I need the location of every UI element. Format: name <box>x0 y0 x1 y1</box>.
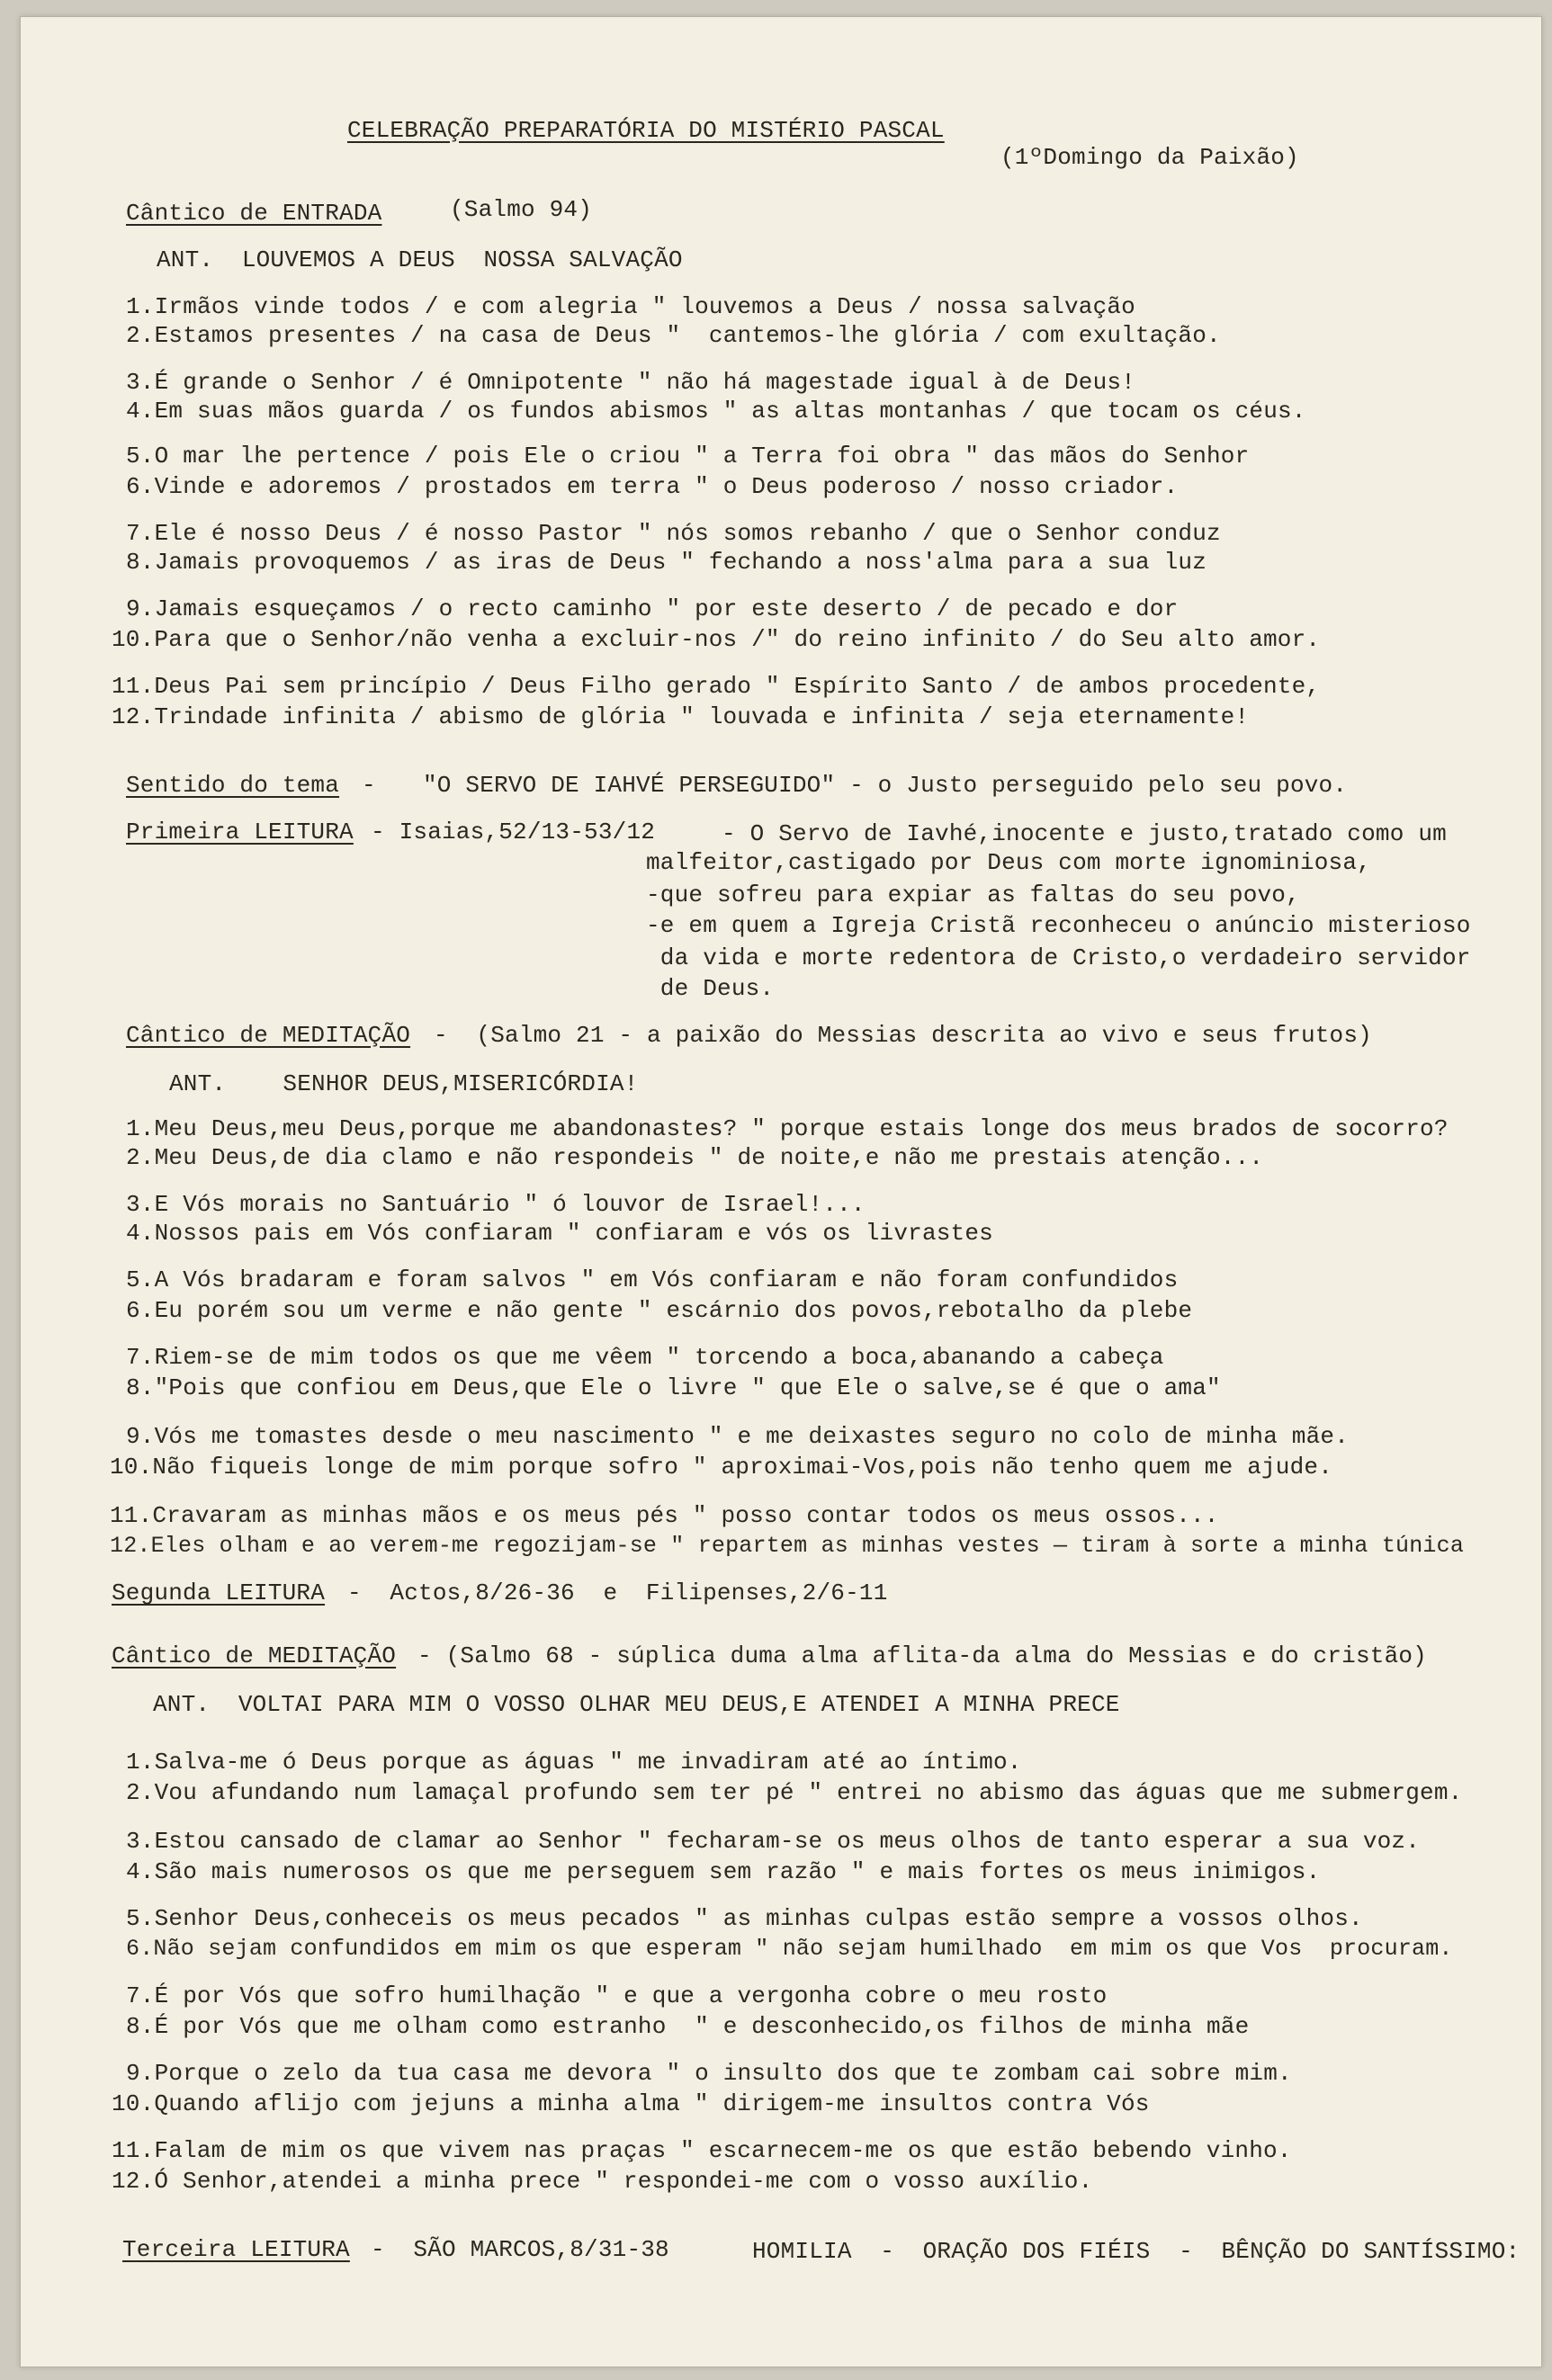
primeira-line: de Deus. <box>646 975 775 1002</box>
meditacao2-heading: Cântico de MEDITAÇÃO <box>112 1642 397 1669</box>
entrada-line: 3.É grande o Senhor / é Omnipotente " não há magestade igual à de Deus! <box>126 369 1135 396</box>
entrada-heading: Cântico de ENTRADA <box>126 200 382 227</box>
entrada-line: 5.O mar lhe pertence / pois Ele o criou " a Terra foi obra " das mãos do Senhor <box>126 443 1250 470</box>
document-subtitle: (1ºDomingo da Paixão) <box>1000 144 1299 171</box>
meditacao1-line: 3.E Vós morais no Santuário " ó louvor de Israel!... <box>126 1191 866 1218</box>
primeira-line: malfeitor,castigado por Deus com morte ignominiosa, <box>646 849 1371 876</box>
meditacao2-line: 9.Porque o zelo da tua casa me devora " o insulto dos que te zombam cai sobre mim. <box>126 2060 1292 2087</box>
entrada-line: 7.Ele é nosso Deus / é nosso Pastor " nós somos rebanho / que o Senhor conduz <box>126 520 1221 547</box>
meditacao1-line: 7.Riem-se de mim todos os que me vêem " torcendo a boca,abanando a cabeça <box>126 1344 1164 1371</box>
meditacao2-desc: - (Salmo 68 - súplica duma alma aflita-da alma do Messias e do cristão) <box>417 1642 1427 1669</box>
meditacao1-line: 5.A Vós bradaram e foram salvos " em Vós confiaram e não foram confundidos <box>126 1266 1179 1293</box>
meditacao2-line: 1.Salva-me ó Deus porque as águas " me invadiram até ao íntimo. <box>126 1749 1022 1776</box>
primeira-line: da vida e morte redentora de Cristo,o verdadeiro servidor <box>646 944 1471 971</box>
meditacao2-line: 4.São mais numerosos os que me perseguem sem razão " e mais fortes os meus inimigos. <box>126 1858 1321 1885</box>
entrada-antiphon: ANT. LOUVEMOS A DEUS NOSSA SALVAÇÃO <box>157 246 683 273</box>
document-title: CELEBRAÇÃO PREPARATÓRIA DO MISTÉRIO PASCAL <box>347 117 945 144</box>
meditacao1-desc: - (Salmo 21 - a paixão do Messias descrita ao vivo e seus frutos) <box>434 1022 1372 1049</box>
meditacao1-line: 10.Não fiqueis longe de mim porque sofro " aproximai-Vos,pois não tenho quem me ajude. <box>110 1454 1333 1481</box>
primeira-line: -que sofreu para expiar as faltas do seu povo, <box>646 881 1300 908</box>
segunda-text: - Actos,8/26-36 e Filipenses,2/6-11 <box>347 1579 888 1606</box>
primeira-ref: - Isaias,52/13-53/12 <box>371 819 656 846</box>
meditacao1-antiphon: ANT. SENHOR DEUS,MISERICÓRDIA! <box>169 1070 639 1097</box>
meditacao2-line: 7.É por Vós que sofro humilhação " e que a vergonha cobre o meu rosto <box>126 1982 1108 2009</box>
meditacao2-line: 11.Falam de mim os que vivem nas praças " escarnecem-me os que estão bebendo vinho. <box>112 2137 1292 2164</box>
terceira-ref: - SÃO MARCOS,8/31-38 <box>371 2236 669 2263</box>
meditacao1-line: 12.Eles olham e ao verem-me regozijam-se " repartem as minhas vestes — tiram à sorte a minha túnica <box>110 1533 1465 1559</box>
segunda-heading: Segunda LEITURA <box>112 1579 326 1606</box>
entrada-line: 4.Em suas mãos guarda / os fundos abismos " as altas montanhas / que tocam os céus. <box>126 398 1306 425</box>
entrada-line: 11.Deus Pai sem princípio / Deus Filho gerado " Espírito Santo / de ambos procedente, <box>112 673 1321 700</box>
meditacao2-line: 6.Não sejam confundidos em mim os que esperam " não sejam humilhado em mim os que Vos procuram. <box>126 1936 1453 1962</box>
meditacao2-line: 2.Vou afundando num lamaçal profundo sem ter pé " entrei no abismo das águas que me submergem. <box>126 1779 1463 1806</box>
tema-heading: Sentido do tema <box>126 772 340 799</box>
entrada-line: 1.Irmãos vinde todos / e com alegria " louvemos a Deus / nossa salvação <box>126 293 1135 320</box>
primeira-line: - O Servo de Iavhé,inocente e justo,tratado como um <box>722 820 1447 847</box>
entrada-line: 2.Estamos presentes / na casa de Deus " cantemos-lhe glória / com exultação. <box>126 322 1221 349</box>
meditacao2-line: 5.Senhor Deus,conheceis os meus pecados " as minhas culpas estão sempre a vossos olhos. <box>126 1905 1363 1932</box>
meditacao1-line: 8."Pois que confiou em Deus,que Ele o livre " que Ele o salve,se é que o ama" <box>126 1374 1221 1401</box>
entrada-line: 10.Para que o Senhor/não venha a excluir-nos /" do reino infinito / do Seu alto amor. <box>112 626 1321 653</box>
entrada-line: 12.Trindade infinita / abismo de glória " louvada e infinita / seja eternamente! <box>112 703 1250 730</box>
entrada-line: 6.Vinde e adoremos / prostados em terra " o Deus poderoso / nosso criador. <box>126 473 1179 500</box>
meditacao1-line: 2.Meu Deus,de dia clamo e não respondeis " de noite,e não me prestais atenção... <box>126 1144 1264 1171</box>
meditacao1-line: 4.Nossos pais em Vós confiaram " confiaram e vós os livrastes <box>126 1220 993 1247</box>
meditacao2-line: 3.Estou cansado de clamar ao Senhor " fecharam-se os meus olhos de tanto esperar a sua voz. <box>126 1828 1421 1855</box>
primeira-heading: Primeira LEITURA <box>126 819 354 846</box>
meditacao2-antiphon: ANT. VOLTAI PARA MIM O VOSSO OLHAR MEU DEUS,E ATENDEI A MINHA PRECE <box>153 1691 1120 1718</box>
meditacao1-line: 1.Meu Deus,meu Deus,porque me abandonastes? " porque estais longe dos meus brados de socorro? <box>126 1115 1449 1142</box>
terceira-heading: Terceira LEITURA <box>122 2236 350 2263</box>
primeira-line: -e em quem a Igreja Cristã reconheceu o anúncio misterioso <box>646 912 1471 939</box>
entrada-line: 9.Jamais esqueçamos / o recto caminho " por este deserto / de pecado e dor <box>126 595 1179 622</box>
meditacao1-line: 6.Eu porém sou um verme e não gente " escárnio dos povos,rebotalho da plebe <box>126 1297 1193 1324</box>
meditacao1-line: 11.Cravaram as minhas mãos e os meus pés " posso contar todos os meus ossos... <box>110 1502 1219 1529</box>
entrada-psalm: (Salmo 94) <box>450 196 593 223</box>
meditacao1-heading: Cântico de MEDITAÇÃO <box>126 1022 411 1049</box>
meditacao2-line: 12.Ó Senhor,atendei a minha prece " respondei-me com o vosso auxílio. <box>112 2168 1093 2195</box>
terceira-rest: HOMILIA - ORAÇÃO DOS FIÉIS - BÊNÇÃO DO SANTÍSSIMO: <box>752 2238 1521 2265</box>
meditacao1-line: 9.Vós me tomastes desde o meu nascimento " e me deixastes seguro no colo de minha mãe. <box>126 1423 1350 1450</box>
tema-text: "O SERVO DE IAHVÉ PERSEGUIDO" - o Justo perseguido pelo seu povo. <box>423 772 1348 799</box>
tema-dash: - <box>362 772 376 799</box>
meditacao2-line: 8.É por Vós que me olham como estranho " e desconhecido,os filhos de minha mãe <box>126 2013 1250 2040</box>
meditacao2-line: 10.Quando aflijo com jejuns a minha alma " dirigem-me insultos contra Vós <box>112 2090 1150 2117</box>
entrada-line: 8.Jamais provoquemos / as iras de Deus " fechando a noss'alma para a sua luz <box>126 549 1207 576</box>
